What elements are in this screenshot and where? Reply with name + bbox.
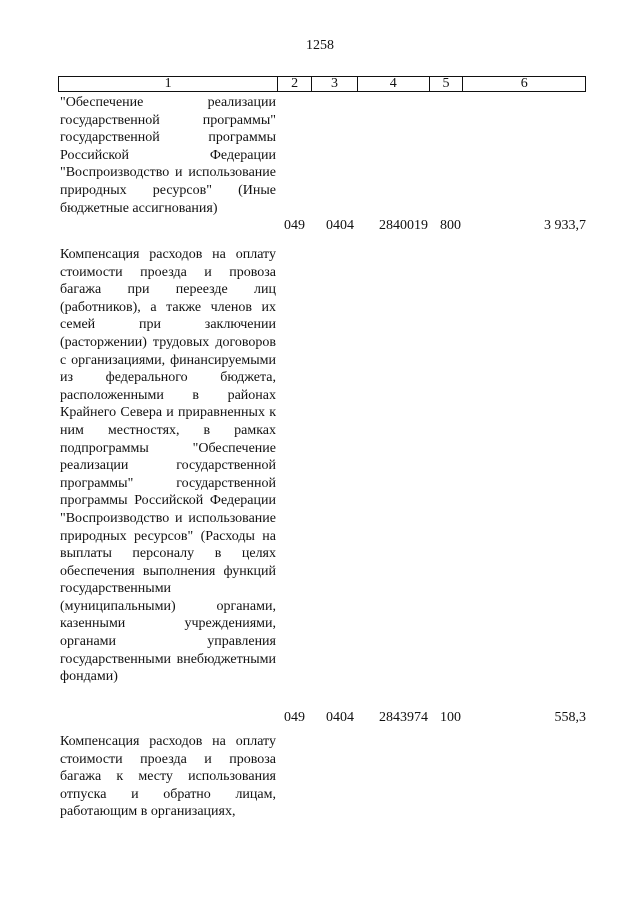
row-description: Компенсация расходов на оплату стоимости проезда и провоза багажа при переезде лиц (работников), а также членов их семей при заключении (расторжении) трудовых договоров с организациями, финансируемыми из федерального бюджета, расположенными в районах Крайнего Севера и приравненных к ним местностях, в рамках подпрограммы "Обеспечение реализации государственной программы" государственной программы Российской Федерации "Воспроизводство и использование природных ресурсов" (Расходы на выплаты персоналу в целях обеспечения выполнения функций государственными (муниципальными) органами, казенными учреждениями, органами управления государственными внебюджетными фондами): [60, 247, 276, 685]
row-vr-code: 800: [440, 218, 461, 233]
row-rz-code: 0404: [326, 218, 354, 233]
page-number: 1258: [306, 38, 334, 53]
header-col-6: 6: [520, 76, 528, 91]
row-sum: 3 933,7: [544, 218, 586, 233]
header-col-3: 3: [312, 77, 358, 91]
row-description: Компенсация расходов на оплату стоимости проезда и провоза багажа к месту использования отпуска и обратно лицам, работающим в организациях,: [60, 734, 276, 820]
header-col-2: 2: [278, 77, 312, 91]
table-header: [58, 76, 586, 92]
row-vr-code: 100: [440, 710, 461, 725]
row-cs-code: 2843974: [379, 710, 428, 725]
row-gr-code: 049: [284, 218, 305, 233]
header-col-1: 1: [59, 77, 278, 91]
row-rz-code: 0404: [326, 710, 354, 725]
row-cs-code: 2840019: [379, 218, 428, 233]
header-col-4: 4: [358, 77, 430, 91]
header-col-5: 5: [430, 77, 464, 91]
row-gr-code: 049: [284, 710, 305, 725]
row-description: "Обеспечение реализации государственной программы" государственной программы Российской Федерации "Воспроизводство и использование природных ресурсов" (Иные бюджетные ассигнования): [60, 95, 276, 216]
row-sum: 558,3: [554, 710, 586, 725]
